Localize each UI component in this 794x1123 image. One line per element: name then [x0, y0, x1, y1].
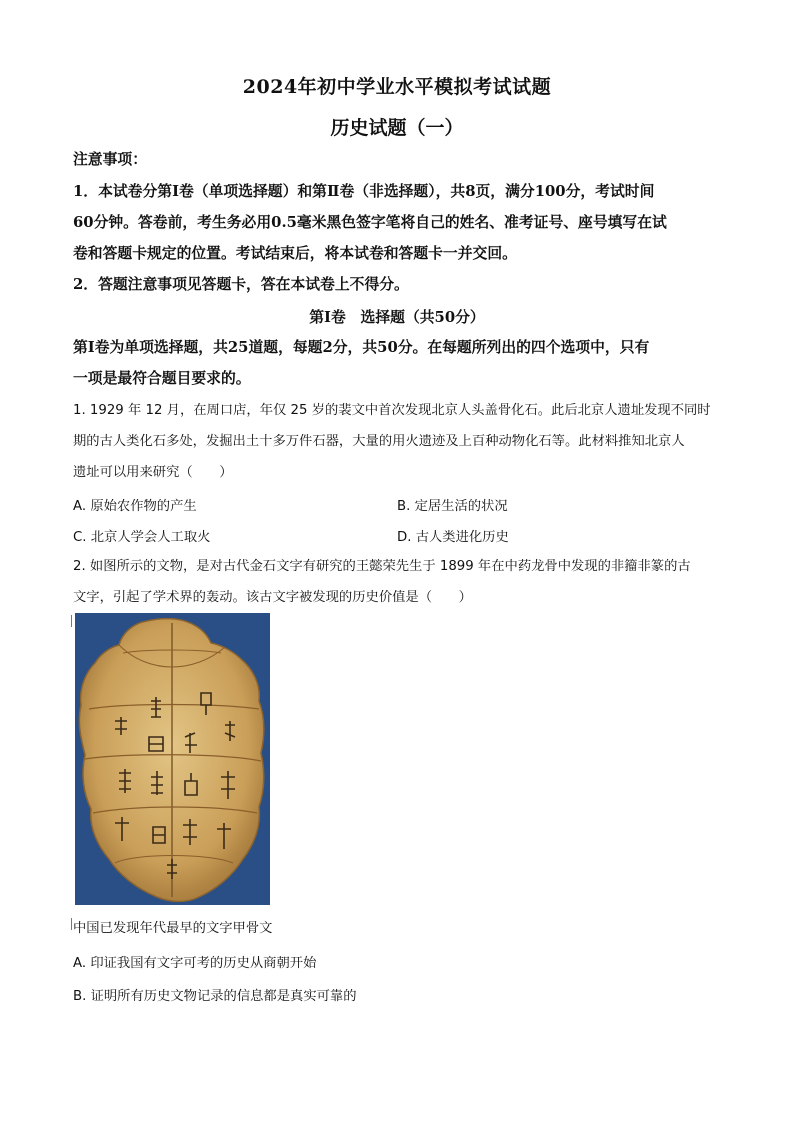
notice-item-1-line-2: 60分钟。答卷前，考生务必用0.5毫米黑色签字笔将自己的姓名、准考证号、座号填写在试	[73, 214, 667, 231]
q1-option-b[interactable]: B. 定居生活的状况	[397, 499, 508, 514]
q1-text-line-2: 期的古人类化石多处，发掘出土十多万件石器，大量的用火遗迹及上百种动物化石等。此材料推知北京人	[73, 434, 685, 449]
section-desc-line-1: 第Ⅰ卷为单项选择题，共25道题，每题2分，共50分。在每题所列出的四个选项中，只有	[73, 339, 650, 356]
q2-option-a[interactable]: A. 印证我国有文字可考的历史从商朝开始	[73, 956, 317, 971]
notice-item-1-line-1: 1．本试卷分第Ⅰ卷（单项选择题）和第Ⅱ卷（非选择题），共8页，满分100分，考试时间	[73, 183, 655, 200]
q1-text-line-1: 1. 1929 年 12 月，在周口店，年仅 25 岁的裴文中首次发现北京人头盖骨化石。此后北京人遗址发现不同时	[73, 403, 711, 418]
notice-heading: 注意事项：	[73, 151, 147, 168]
notice-item-2: 2．答题注意事项见答题卡，答在本试卷上不得分。	[73, 276, 409, 293]
exam-subtitle: 历史试题（一）	[330, 117, 464, 139]
q1-option-a[interactable]: A. 原始农作物的产生	[73, 499, 197, 514]
q1-option-d[interactable]: D. 古人类进化历史	[397, 530, 509, 545]
image-anchor-mark	[71, 615, 72, 627]
notice-item-1-line-3: 卷和答题卡规定的位置。考试结束后，将本试卷和答题卡一并交回。	[73, 245, 517, 262]
q2-text-line-1: 2. 如图所示的文物，是对古代金石文字有研究的王懿荣先生于 1899 年在中药龙骨中发现的非籀非篆的古	[73, 559, 691, 574]
q2-text-line-2: 文字，引起了学术界的轰动。该古文字被发现的历史价值是（ ）	[73, 590, 472, 605]
caption-anchor-mark	[71, 918, 72, 930]
exam-title: 2024年初中学业水平模拟考试试题	[242, 76, 552, 98]
section-title: 第Ⅰ卷 选择题（共50分）	[309, 309, 485, 326]
q1-option-c[interactable]: C. 北京人学会人工取火	[73, 530, 211, 545]
q2-option-b[interactable]: B. 证明所有历史文物记录的信息都是真实可靠的	[73, 989, 357, 1004]
oracle-bone-image	[75, 613, 270, 905]
turtle-shell-icon	[75, 613, 270, 905]
q1-text-line-3: 遗址可以用来研究（ ）	[73, 465, 233, 480]
section-desc-line-2: 一项是最符合题目要求的。	[73, 370, 251, 387]
figure-caption: 中国已发现年代最早的文字甲骨文	[73, 921, 273, 936]
